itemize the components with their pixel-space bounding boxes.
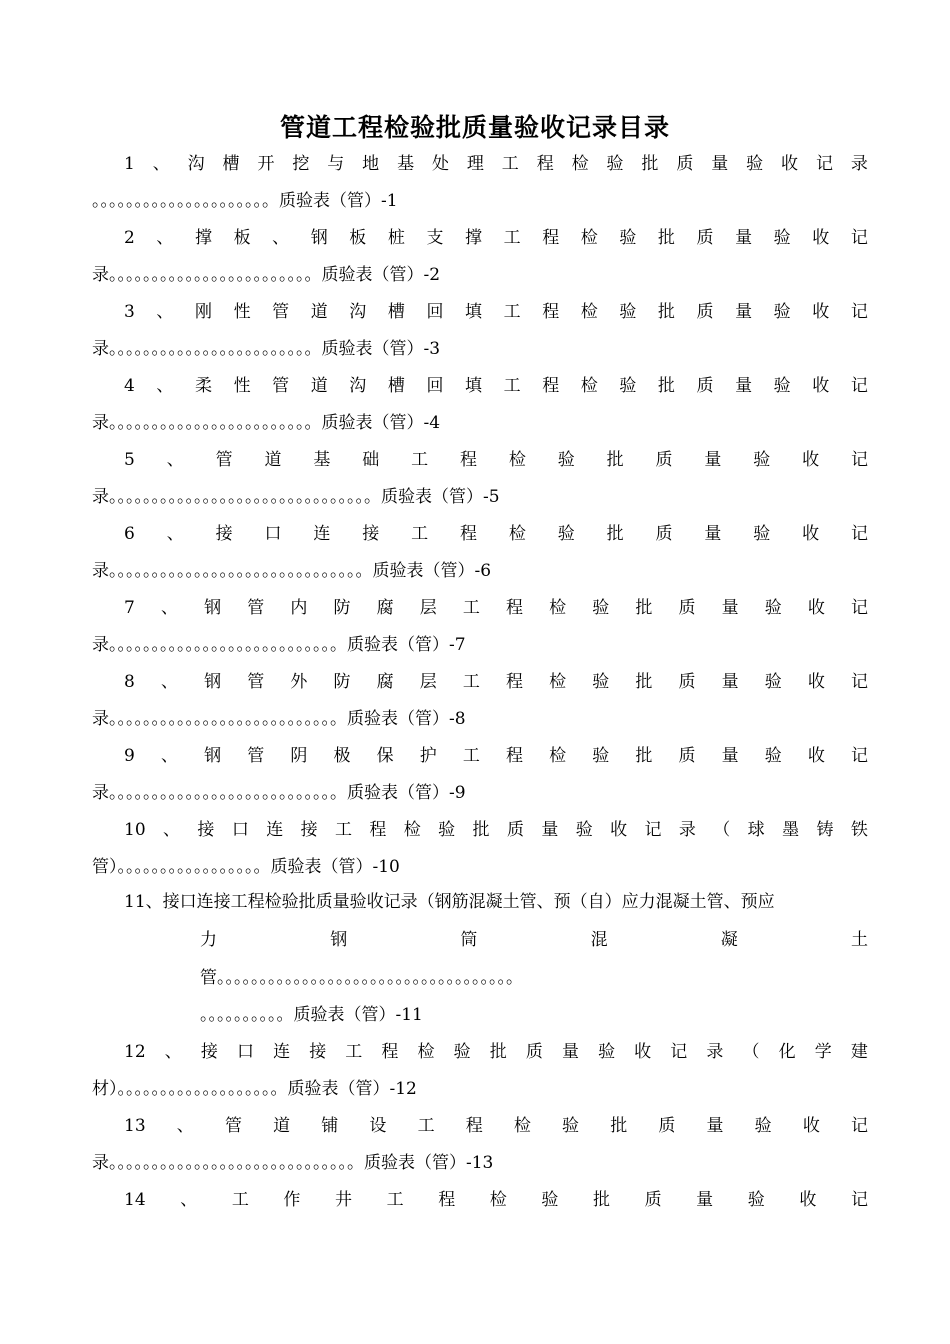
- toc-token: 基: [397, 154, 415, 174]
- toc-token: 连: [273, 1042, 291, 1062]
- toc-line: [92, 146, 868, 182]
- toc-line: [92, 590, 868, 626]
- toc-token: 验: [754, 1116, 772, 1136]
- toc-token: 量: [721, 598, 739, 618]
- toc-token: 腐: [376, 598, 394, 618]
- toc-token: 回: [426, 302, 444, 322]
- toc-token: 质: [696, 376, 714, 396]
- toc-line: 录。。。。。。。。。。。。。。。。。。。。。。。。。。。。。。质验表（管）-6: [92, 561, 492, 581]
- toc-token: 程: [381, 1042, 399, 1062]
- toc-token: 量: [721, 746, 739, 766]
- toc-token: 记: [850, 450, 868, 470]
- toc-token: 检: [571, 154, 589, 174]
- toc-token: 程: [505, 672, 523, 692]
- toc-token: 、: [160, 746, 178, 766]
- toc-token: 口: [236, 1042, 254, 1062]
- toc-line: 录。。。。。。。。。。。。。。。。。。。。。。。。。。。。。质验表（管）-13: [92, 1153, 494, 1173]
- page-title: 管道工程检验批质量验收记录目录: [279, 113, 670, 142]
- toc-token: 记: [850, 302, 868, 322]
- toc-token: 验: [438, 820, 456, 840]
- toc-token: 验: [453, 1042, 471, 1062]
- toc-token: 、: [156, 228, 174, 248]
- toc-token: 道: [310, 376, 328, 396]
- toc-token: 工: [503, 302, 521, 322]
- toc-token: 工: [417, 1116, 435, 1136]
- toc-token: 验: [557, 450, 575, 470]
- toc-token: 质: [655, 524, 673, 544]
- toc-token: 检: [549, 598, 567, 618]
- toc-token: 、: [160, 598, 178, 618]
- toc-token: 7: [124, 598, 135, 618]
- toc-token: 质: [696, 302, 714, 322]
- toc-token: 批: [606, 450, 624, 470]
- toc-token: 工: [231, 1190, 249, 1210]
- toc-token: 开: [257, 154, 275, 174]
- toc-token: 收: [812, 376, 830, 396]
- toc-token: 检: [508, 524, 526, 544]
- toc-token: 理: [466, 154, 484, 174]
- toc-token: 与: [327, 154, 345, 174]
- toc-token: 验: [575, 820, 593, 840]
- toc-token: 验: [747, 1190, 765, 1210]
- toc-token: 验: [557, 524, 575, 544]
- toc-line: 录。。。。。。。。。。。。。。。。。。。。。。。。。。。质验表（管）-9: [92, 783, 466, 803]
- toc-token: 性: [233, 302, 251, 322]
- toc-token: 桩: [387, 228, 405, 248]
- toc-token: 程: [505, 746, 523, 766]
- toc-token: 批: [635, 598, 653, 618]
- toc-token: 工: [462, 598, 480, 618]
- toc-token: 极: [333, 746, 351, 766]
- toc-token: 接: [215, 524, 233, 544]
- toc-token: 验: [764, 746, 782, 766]
- toc-token: 检: [513, 1116, 531, 1136]
- toc-token: 建: [850, 1042, 868, 1062]
- toc-token: 工: [334, 820, 352, 840]
- toc-token: 、: [166, 450, 184, 470]
- toc-line: 录。。。。。。。。。。。。。。。。。。。。。。。。质验表（管）-4: [92, 413, 441, 433]
- toc-token: 收: [610, 820, 628, 840]
- toc-token: 量: [735, 228, 753, 248]
- toc-token: 撑: [194, 228, 212, 248]
- toc-token: 土: [850, 930, 868, 950]
- toc-token: 道: [310, 302, 328, 322]
- toc-token: 收: [812, 302, 830, 322]
- toc-token: 接: [200, 1042, 218, 1062]
- toc-line: 录。。。。。。。。。。。。。。。。。。。。。。。。。。。质验表（管）-7: [92, 635, 466, 655]
- toc-token: 质: [676, 154, 694, 174]
- toc-token: 保: [376, 746, 394, 766]
- toc-token: 收: [812, 228, 830, 248]
- toc-token: 基: [313, 450, 331, 470]
- toc-token: 程: [459, 450, 477, 470]
- toc-token: 程: [542, 302, 560, 322]
- toc-token: 量: [696, 1190, 714, 1210]
- toc-token: 管: [215, 450, 233, 470]
- toc-token: 验: [753, 524, 771, 544]
- toc-token: 记: [850, 524, 868, 544]
- toc-line: [92, 1108, 868, 1144]
- toc-token: 程: [536, 154, 554, 174]
- toc-token: 验: [598, 1042, 616, 1062]
- toc-token: 收: [807, 746, 825, 766]
- toc-token: 设: [369, 1116, 387, 1136]
- toc-token: 批: [657, 302, 675, 322]
- toc-token: 连: [266, 820, 284, 840]
- toc-token: 球: [747, 820, 765, 840]
- toc-line: 。。。。。。。。。。质验表（管）-11: [200, 1005, 423, 1025]
- toc-token: 板: [349, 228, 367, 248]
- toc-line: 录。。。。。。。。。。。。。。。。。。。。。。。。质验表（管）-3: [92, 339, 441, 359]
- toc-token: 验: [541, 1190, 559, 1210]
- toc-token: 记: [850, 672, 868, 692]
- toc-token: 2: [124, 228, 135, 248]
- toc-token: 检: [549, 672, 567, 692]
- toc-token: 道: [264, 450, 282, 470]
- toc-token: 接: [300, 820, 318, 840]
- toc-token: 连: [313, 524, 331, 544]
- toc-token: 验: [764, 672, 782, 692]
- toc-token: 护: [419, 746, 437, 766]
- toc-token: 8: [124, 672, 135, 692]
- toc-token: 钢: [330, 930, 348, 950]
- toc-token: 填: [465, 302, 483, 322]
- toc-token: 支: [426, 228, 444, 248]
- toc-token: 槽: [222, 154, 240, 174]
- toc-token: 道: [273, 1116, 291, 1136]
- toc-token: 工: [462, 746, 480, 766]
- toc-token: 、: [166, 524, 184, 544]
- toc-token: 验: [619, 302, 637, 322]
- toc-token: 沟: [349, 302, 367, 322]
- toc-token: 、: [180, 1190, 198, 1210]
- toc-token: 批: [489, 1042, 507, 1062]
- toc-token: 记: [815, 154, 833, 174]
- toc-token: 力: [200, 930, 217, 950]
- toc-token: 批: [472, 820, 490, 840]
- toc-token: 验: [764, 598, 782, 618]
- toc-line: [92, 368, 868, 404]
- toc-token: 质: [678, 672, 696, 692]
- toc-token: 10: [124, 820, 146, 840]
- toc-token: 撑: [465, 228, 483, 248]
- toc-line: [92, 220, 868, 256]
- toc-token: 钢: [204, 672, 222, 692]
- toc-token: 凝: [720, 930, 738, 950]
- toc-token: 防: [333, 672, 351, 692]
- toc-token: 录: [678, 820, 696, 840]
- toc-token: 收: [634, 1042, 652, 1062]
- toc-token: 检: [580, 228, 598, 248]
- toc-token: 外: [290, 672, 308, 692]
- toc-token: 程: [542, 228, 560, 248]
- toc-token: 质: [658, 1116, 676, 1136]
- toc-token: 程: [542, 376, 560, 396]
- toc-line: [92, 516, 868, 552]
- toc-token: 量: [704, 524, 722, 544]
- toc-token: 质: [655, 450, 673, 470]
- toc-token: 记: [850, 228, 868, 248]
- toc-token: 批: [641, 154, 659, 174]
- toc-line: 管）。。。。。。。。。。。。。。。。。质验表（管）-10: [92, 857, 400, 877]
- toc-token: 工: [501, 154, 519, 174]
- toc-token: 录: [850, 154, 868, 174]
- toc-line: 录。。。。。。。。。。。。。。。。。。。。。。。。质验表（管）-2: [92, 265, 441, 285]
- toc-token: 防: [333, 598, 351, 618]
- toc-token: 验: [562, 1116, 580, 1136]
- toc-token: 层: [419, 598, 437, 618]
- toc-token: 量: [704, 450, 722, 470]
- toc-token: 板: [233, 228, 251, 248]
- toc-token: 管: [247, 672, 265, 692]
- toc-token: （: [742, 1042, 760, 1062]
- toc-token: 、: [156, 302, 174, 322]
- toc-line: 录。。。。。。。。。。。。。。。。。。。。。。。。。。。质验表（管）-8: [92, 709, 466, 729]
- toc-token: 验: [592, 746, 610, 766]
- toc-token: 验: [773, 302, 791, 322]
- toc-line: [92, 1182, 868, 1218]
- toc-token: 回: [426, 376, 444, 396]
- toc-token: 阴: [290, 746, 308, 766]
- toc-token: 铁: [850, 820, 868, 840]
- toc-token: 沟: [187, 154, 205, 174]
- toc-token: 质: [678, 746, 696, 766]
- toc-token: 3: [124, 302, 135, 322]
- toc-token: 础: [362, 450, 380, 470]
- toc-token: 腐: [376, 672, 394, 692]
- toc-token: 批: [606, 524, 624, 544]
- toc-token: 4: [124, 376, 135, 396]
- toc-token: 收: [802, 450, 820, 470]
- toc-token: 质: [678, 598, 696, 618]
- toc-token: 检: [580, 302, 598, 322]
- toc-token: 工: [411, 450, 429, 470]
- toc-token: 、: [160, 672, 178, 692]
- toc-token: 混: [590, 930, 608, 950]
- toc-line: [92, 442, 868, 478]
- toc-token: 质: [696, 228, 714, 248]
- toc-token: 工: [503, 376, 521, 396]
- toc-token: 13: [124, 1116, 146, 1136]
- toc-token: 收: [802, 1116, 820, 1136]
- toc-token: 9: [124, 746, 135, 766]
- toc-token: 刚: [194, 302, 212, 322]
- toc-token: 槽: [387, 376, 405, 396]
- toc-line: [92, 664, 868, 700]
- toc-token: 钢: [204, 598, 222, 618]
- toc-token: 学: [814, 1042, 832, 1062]
- toc-token: 、: [164, 1042, 182, 1062]
- toc-token: 批: [635, 746, 653, 766]
- toc-token: 收: [781, 154, 799, 174]
- toc-token: 管: [224, 1116, 242, 1136]
- toc-token: 柔: [194, 376, 212, 396]
- toc-line: 录。。。。。。。。。。。。。。。。。。。。。。。。。。。。。。。质验表（管）-5: [92, 487, 500, 507]
- toc-token: 量: [561, 1042, 579, 1062]
- toc-token: 处: [431, 154, 449, 174]
- toc-token: 量: [541, 820, 559, 840]
- toc-token: 收: [807, 598, 825, 618]
- toc-token: 量: [735, 376, 753, 396]
- toc-token: 验: [592, 598, 610, 618]
- toc-token: 收: [807, 672, 825, 692]
- toc-line: 11、接口连接工程检验批质量验收记录（钢筋混凝土管、预（自）应力混凝土管、预应: [124, 892, 775, 912]
- toc-token: 、: [152, 154, 170, 174]
- toc-token: 填: [465, 376, 483, 396]
- toc-token: 性: [233, 376, 251, 396]
- toc-token: 量: [721, 672, 739, 692]
- toc-token: 层: [419, 672, 437, 692]
- toc-token: 记: [850, 376, 868, 396]
- toc-token: 质: [644, 1190, 662, 1210]
- toc-line: [92, 738, 868, 774]
- toc-token: 检: [580, 376, 598, 396]
- toc-token: 记: [644, 820, 662, 840]
- toc-token: 验: [753, 450, 771, 470]
- toc-token: 验: [619, 228, 637, 248]
- toc-token: 工: [386, 1190, 404, 1210]
- toc-token: 批: [657, 228, 675, 248]
- toc-token: 1: [124, 154, 135, 174]
- toc-token: 验: [773, 228, 791, 248]
- toc-token: 记: [850, 598, 868, 618]
- toc-token: 验: [606, 154, 624, 174]
- toc-token: 检: [508, 450, 526, 470]
- toc-token: 量: [735, 302, 753, 322]
- toc-token: 验: [592, 672, 610, 692]
- toc-token: 程: [459, 524, 477, 544]
- toc-line: 材）。。。。。。。。。。。。。。。。。。。质验表（管）-12: [92, 1079, 417, 1099]
- toc-token: 收: [802, 524, 820, 544]
- toc-token: 工: [345, 1042, 363, 1062]
- toc-token: 内: [290, 598, 308, 618]
- toc-line: [200, 922, 868, 958]
- toc-token: 井: [335, 1190, 353, 1210]
- toc-token: 工: [411, 524, 429, 544]
- toc-token: 接: [362, 524, 380, 544]
- toc-token: 管: [247, 746, 265, 766]
- toc-token: 沟: [349, 376, 367, 396]
- toc-line: [92, 294, 868, 330]
- toc-token: 钢: [204, 746, 222, 766]
- toc-token: 记: [850, 1190, 868, 1210]
- toc-line: [92, 812, 868, 848]
- toc-token: 铸: [816, 820, 834, 840]
- toc-token: 管: [272, 376, 290, 396]
- toc-token: 批: [657, 376, 675, 396]
- toc-token: 筒: [460, 930, 478, 950]
- toc-token: 检: [417, 1042, 435, 1062]
- toc-token: （: [713, 820, 731, 840]
- toc-token: 、: [156, 376, 174, 396]
- toc-token: 口: [231, 820, 249, 840]
- toc-token: 工: [462, 672, 480, 692]
- toc-token: 14: [124, 1190, 146, 1210]
- toc-token: 槽: [387, 302, 405, 322]
- toc-token: 收: [799, 1190, 817, 1210]
- toc-line: [92, 1034, 868, 1070]
- toc-token: 程: [369, 820, 387, 840]
- toc-token: 接: [197, 820, 215, 840]
- toc-token: 作: [283, 1190, 301, 1210]
- toc-token: 批: [610, 1116, 628, 1136]
- toc-token: 记: [850, 746, 868, 766]
- toc-token: 地: [362, 154, 380, 174]
- toc-token: 检: [549, 746, 567, 766]
- toc-token: 墨: [782, 820, 800, 840]
- toc-token: 程: [438, 1190, 456, 1210]
- toc-token: 批: [635, 672, 653, 692]
- toc-token: 管: [247, 598, 265, 618]
- toc-token: 、: [272, 228, 290, 248]
- toc-token: 程: [465, 1116, 483, 1136]
- toc-token: 验: [746, 154, 764, 174]
- toc-token: 化: [778, 1042, 796, 1062]
- toc-token: 5: [124, 450, 135, 470]
- toc-token: 铺: [321, 1116, 339, 1136]
- toc-token: 程: [505, 598, 523, 618]
- toc-token: 验: [773, 376, 791, 396]
- toc-token: 录: [706, 1042, 724, 1062]
- toc-token: 验: [619, 376, 637, 396]
- toc-token: 接: [309, 1042, 327, 1062]
- toc-line: 管。。。。。。。。。。。。。。。。。。。。。。。。。。。。。。。。。。。: [200, 968, 523, 988]
- toc-token: 钢: [310, 228, 328, 248]
- toc-token: 检: [489, 1190, 507, 1210]
- toc-token: 质: [525, 1042, 543, 1062]
- toc-token: 量: [711, 154, 729, 174]
- toc-token: 12: [124, 1042, 146, 1062]
- toc-token: 批: [592, 1190, 610, 1210]
- toc-token: 量: [706, 1116, 724, 1136]
- toc-token: 检: [403, 820, 421, 840]
- toc-line: 。。。。。。。。。。。。。。。。。。。。。质验表（管）-1: [92, 191, 398, 211]
- toc-token: 工: [503, 228, 521, 248]
- toc-token: 记: [850, 1116, 868, 1136]
- toc-token: 管: [272, 302, 290, 322]
- toc-token: 、: [176, 1116, 194, 1136]
- toc-token: 挖: [292, 154, 310, 174]
- toc-token: 、: [163, 820, 181, 840]
- toc-token: 记: [670, 1042, 688, 1062]
- toc-token: 6: [124, 524, 135, 544]
- toc-token: 口: [264, 524, 282, 544]
- toc-token: 质: [506, 820, 524, 840]
